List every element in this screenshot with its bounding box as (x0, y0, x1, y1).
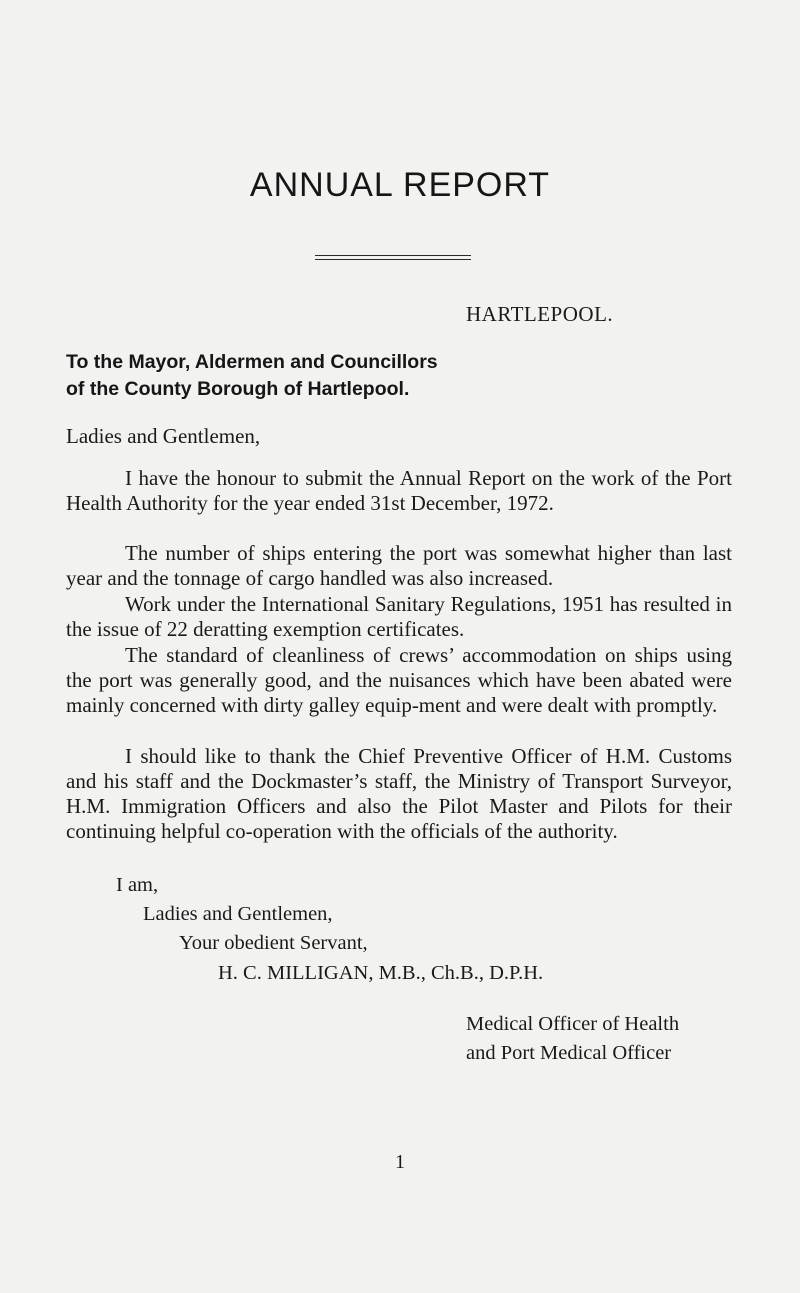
closing-line-3: Your obedient Servant, (179, 932, 368, 954)
signatory-role-2: and Port Medical Officer (466, 1042, 672, 1064)
address-block (66, 349, 438, 403)
paragraph-2: The number of ships entering the port was somewhat higher than last year and the tonnage of cargo handled was also increased. (66, 541, 732, 590)
salutation: Ladies and Gentlemen, (66, 424, 261, 448)
closing-line-1: I am, (116, 874, 159, 896)
page-number: 1 (395, 1151, 405, 1173)
paragraph-4: The standard of cleanliness of crews’ accommodation on ships using the port was generally good, and the nuisances which have been abated were mainly concerned with dirty galley equip-ment and were dealt with promptly. (66, 643, 732, 717)
signatory-name: H. C. MILLIGAN, M.B., Ch.B., D.P.H. (218, 962, 544, 984)
paragraph-1: I have the honour to submit the Annual Report on the work of the Port Health Authority for the year ended 31st December, 1972. (66, 466, 732, 515)
address-line-1: To the Mayor, Aldermen and Councillors (66, 351, 438, 373)
closing-line-2: Ladies and Gentlemen, (143, 903, 333, 925)
paragraph-3: Work under the International Sanitary Regulations, 1951 has resulted in the issue of 22 deratting exemption certificates. (66, 592, 732, 641)
title-rule-upper (315, 255, 471, 256)
paragraph-5: I should like to thank the Chief Preventive Officer of H.M. Customs and his staff and the Dockmaster’s staff, the Ministry of Transport Surveyor, H.M. Immigration Officers and also the Pilot Master and Pilots for their continuing helpful co-operation with the officials of the authority. (66, 744, 732, 843)
place-name: HARTLEPOOL. (466, 302, 614, 326)
title-rule-lower (315, 259, 471, 260)
signatory-role-1: Medical Officer of Health (466, 1013, 680, 1035)
address-line-2: of the County Borough of Hartlepool. (66, 378, 410, 400)
page-title: ANNUAL REPORT (249, 166, 551, 204)
